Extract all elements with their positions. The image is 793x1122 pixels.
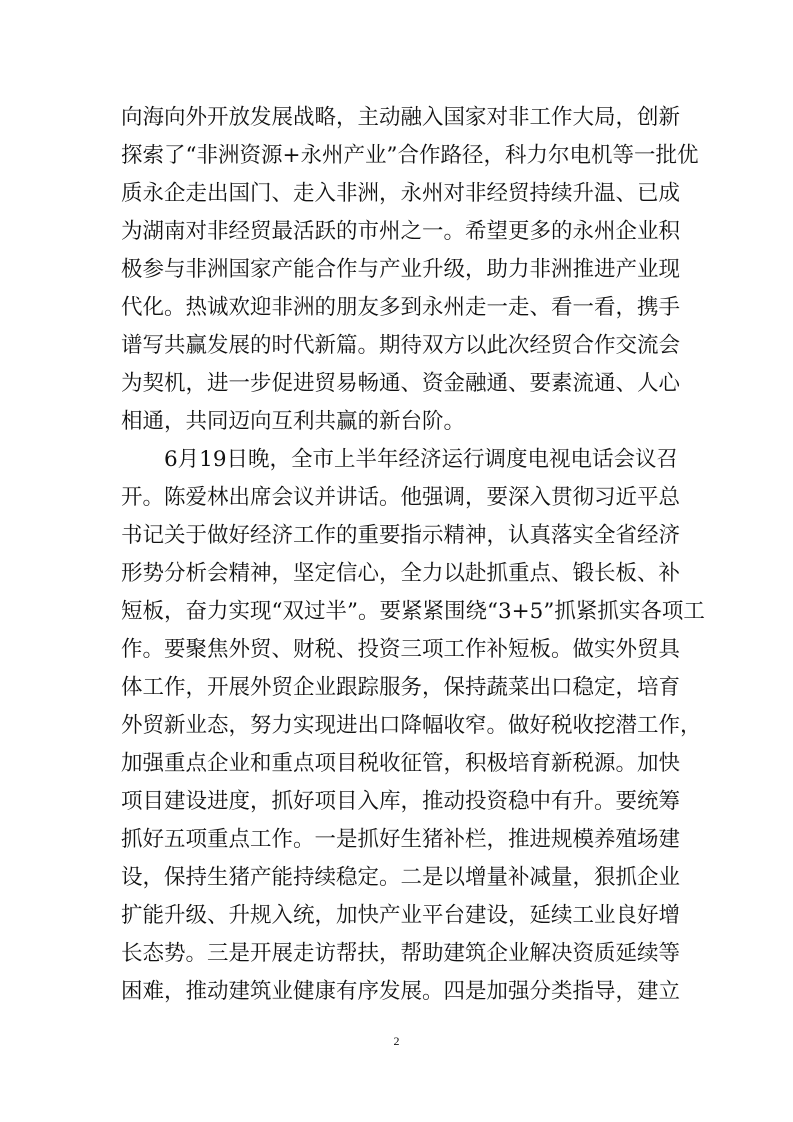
- text-line: 代化。热诚欢迎非洲的朋友多到永州走一走、看一看，携手: [121, 295, 681, 320]
- text-line: 困难，推动建筑业健康有序发展。四是加强分类指导，建立: [121, 979, 681, 1004]
- page-number: 2: [393, 1034, 400, 1048]
- text-line: 设，保持生猪产能持续稳定。二是以增量补减量，狠抓企业: [121, 865, 681, 890]
- text-line: 极参与非洲国家产能合作与产业升级，助力非洲推进产业现: [121, 257, 681, 282]
- text-line: 形势分析会精神，坚定信心，全力以赴抓重点、锻长板、补: [121, 561, 681, 586]
- text-line: 向海向外开放发展战略，主动融入国家对非工作大局，创新: [121, 105, 681, 130]
- text-line: 体工作，开展外贸企业跟踪服务，保持蔬菜出口稳定，培育: [121, 675, 681, 700]
- text-line: 开。陈爱林出席会议并讲话。他强调，要深入贯彻习近平总: [121, 485, 681, 510]
- text-line: 项目建设进度，抓好项目入库，推动投资稳中有升。要统筹: [121, 789, 681, 814]
- text-line: 探索了“非洲资源+永州产业”合作路径，科力尔电机等一批优: [121, 143, 699, 168]
- text-line: 长态势。三是开展走访帮扶，帮助建筑企业解决资质延续等: [121, 941, 681, 966]
- text-line: 外贸新业态，努力实现进出口降幅收窄。做好税收挖潜工作，: [121, 713, 702, 738]
- text-line: 扩能升级、升规入统，加快产业平台建设，延续工业良好增: [121, 903, 681, 928]
- text-line: 谱写共赢发展的时代新篇。期待双方以此次经贸合作交流会: [121, 333, 681, 358]
- paragraph-first-line: 6月19日晚，全市上半年经济运行调度电视电话会议召: [164, 447, 679, 472]
- text-line: 加强重点企业和重点项目税收征管，积极培育新税源。加快: [121, 751, 681, 776]
- text-line: 作。要聚焦外贸、财税、投资三项工作补短板。做实外贸具: [121, 637, 681, 662]
- text-line: 为契机，进一步促进贸易畅通、资金融通、要素流通、人心: [121, 371, 681, 396]
- text-line: 抓好五项重点工作。一是抓好生猪补栏，推进规模养殖场建: [121, 827, 681, 852]
- text-line: 为湖南对非经贸最活跃的市州之一。希望更多的永州企业积: [121, 219, 681, 244]
- text-line: 书记关于做好经济工作的重要指示精神，认真落实全省经济: [121, 523, 681, 548]
- text-line: 相通，共同迈向互利共赢的新台阶。: [121, 409, 466, 434]
- text-line: 质永企走出国门、走入非洲，永州对非经贸持续升温、已成: [121, 181, 681, 206]
- text-line: 短板，奋力实现“双过半”。要紧紧围绕“3+5”抓紧抓实各项工: [121, 599, 705, 624]
